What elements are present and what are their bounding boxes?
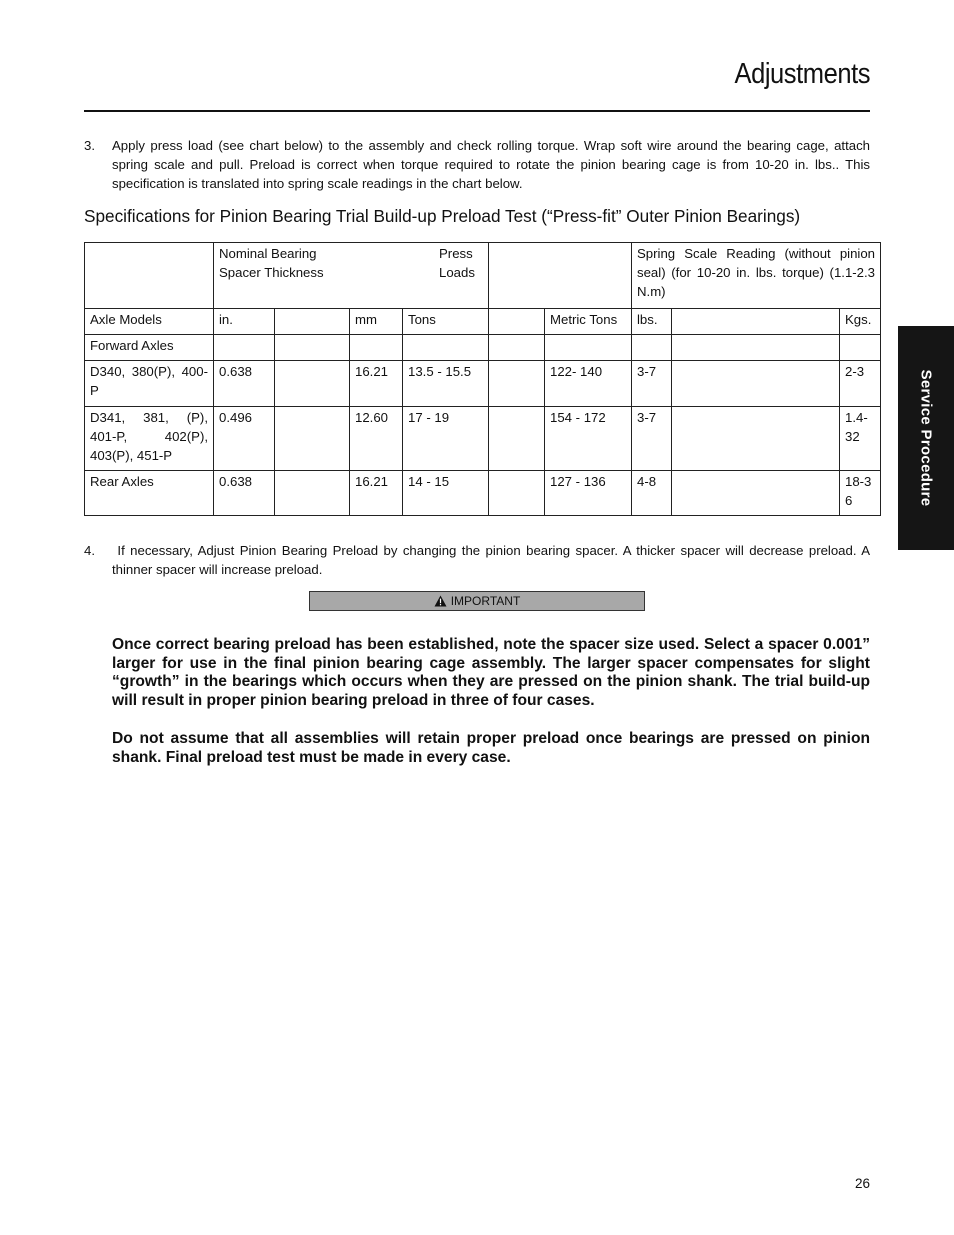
cell-mm: 12.60 bbox=[350, 407, 403, 471]
step-3 bbox=[84, 136, 870, 193]
cell-model: Forward Axles bbox=[85, 335, 214, 361]
cell-lbs: 3-7 bbox=[632, 361, 672, 407]
table-cell bbox=[489, 309, 545, 335]
header-press-loads-text: Press Loads bbox=[439, 246, 475, 280]
table-cell bbox=[672, 361, 840, 407]
table-row bbox=[85, 335, 881, 361]
table-cell bbox=[672, 335, 840, 361]
step-4 bbox=[84, 541, 874, 579]
units-kgs: Kgs. bbox=[840, 309, 881, 335]
step-3-text: Apply press load (see chart below) to the assembly and check rolling torque. Wrap soft wire around the bearing cage, attach spring scale and pull. Preload is correct when torque required to rotate the pinion bearing cage is from 10-20 in. lbs.. This specification is translated into spring scale readings in the chart below. bbox=[112, 138, 870, 191]
cell-metric-tons: 127 - 136 bbox=[545, 471, 632, 516]
cell-model: Rear Axles bbox=[85, 471, 214, 516]
table-cell bbox=[672, 407, 840, 471]
cell-lbs: 3-7 bbox=[632, 407, 672, 471]
note-final-test: Do not assume that all assemblies will retain proper preload once bearings are pressed on pinion shank. Final preload test must be made in every case. bbox=[112, 730, 870, 766]
cell-model: D341, 381, (P), 401-P, 402(P), 403(P), 451-P bbox=[85, 407, 214, 471]
table-cell bbox=[275, 335, 350, 361]
table-row bbox=[85, 471, 881, 516]
table-row bbox=[85, 361, 881, 407]
units-lbs: lbs. bbox=[632, 309, 672, 335]
cell-lbs: 4-8 bbox=[632, 471, 672, 516]
important-banner bbox=[309, 591, 645, 611]
header-spring-scale: Spring Scale Reading (without pinion seal) (for 10-20 in. lbs. torque) (1.1-2.3 N.m) bbox=[632, 243, 881, 309]
cell-tons bbox=[403, 335, 489, 361]
cell-mm bbox=[350, 335, 403, 361]
cell-tons: 17 - 19 bbox=[403, 407, 489, 471]
header-press-loads bbox=[439, 243, 632, 309]
cell-metric-tons: 122- 140 bbox=[545, 361, 632, 407]
step-4-text: If necessary, Adjust Pinion Bearing Preload by changing the pinion bearing spacer. A thicker spacer will decrease preload. A thinner spacer will increase preload. bbox=[112, 543, 874, 577]
header-nominal-spacer-text: Nominal Bearing Spacer Thickness bbox=[219, 246, 324, 280]
cell-metric-tons: 154 - 172 bbox=[545, 407, 632, 471]
cell-in: 0.496 bbox=[214, 407, 275, 471]
spec-table bbox=[84, 242, 881, 516]
units-metric-tons: Metric Tons bbox=[545, 309, 632, 335]
cell-kgs: 18-36 bbox=[840, 471, 881, 516]
cell-kgs: 2-3 bbox=[840, 361, 881, 407]
table-cell bbox=[672, 309, 840, 335]
table-header-row bbox=[85, 243, 881, 309]
important-label: IMPORTANT bbox=[450, 594, 521, 608]
units-in: in. bbox=[214, 309, 275, 335]
cell-model: D340, 380(P), 400-P bbox=[85, 361, 214, 407]
table-row bbox=[85, 407, 881, 471]
table-cell bbox=[489, 407, 545, 471]
side-tab bbox=[898, 326, 954, 550]
table-cell bbox=[275, 361, 350, 407]
warning-icon bbox=[434, 595, 447, 607]
cell-kgs bbox=[840, 335, 881, 361]
cell-tons: 14 - 15 bbox=[403, 471, 489, 516]
cell-tons: 13.5 - 15.5 bbox=[403, 361, 489, 407]
title-divider bbox=[84, 110, 870, 112]
table-cell bbox=[489, 335, 545, 361]
table-cell bbox=[489, 471, 545, 516]
cell-in bbox=[214, 335, 275, 361]
table-cell bbox=[489, 361, 545, 407]
step-3-number: 3. bbox=[84, 138, 95, 153]
table-cell bbox=[275, 407, 350, 471]
units-axle-models: Axle Models bbox=[85, 309, 214, 335]
cell-in: 0.638 bbox=[214, 361, 275, 407]
table-cell bbox=[85, 243, 214, 309]
side-tab-label: Service Procedure bbox=[917, 369, 935, 507]
cell-mm: 16.21 bbox=[350, 471, 403, 516]
cell-metric-tons bbox=[545, 335, 632, 361]
units-tons: Tons bbox=[403, 309, 489, 335]
section-heading: Specifications for Pinion Bearing Trial Build-up Preload Test (“Press-fit” Outer Pinion Bearings) bbox=[84, 206, 801, 226]
cell-in: 0.638 bbox=[214, 471, 275, 516]
note-preload-spacer: Once correct bearing preload has been established, note the spacer size used. Select a spacer 0.001” larger for use in the final pinion bearing cage assembly. The larger spacer compensates for slight “growth” in the bearings which occurs when they are pressed on the pinion shank. The trial build-up will result in proper pinion bearing preload in three of four cases. bbox=[112, 636, 870, 709]
step-4-number: 4. bbox=[84, 543, 95, 558]
table-cell bbox=[275, 309, 350, 335]
table-cell bbox=[672, 471, 840, 516]
page-title: Adjustments bbox=[734, 58, 870, 90]
table-cell bbox=[275, 471, 350, 516]
units-mm: mm bbox=[350, 309, 403, 335]
cell-lbs bbox=[632, 335, 672, 361]
cell-kgs: 1.4-32 bbox=[840, 407, 881, 471]
table-units-row bbox=[85, 309, 881, 335]
page-number: 26 bbox=[854, 1176, 870, 1191]
cell-mm: 16.21 bbox=[350, 361, 403, 407]
